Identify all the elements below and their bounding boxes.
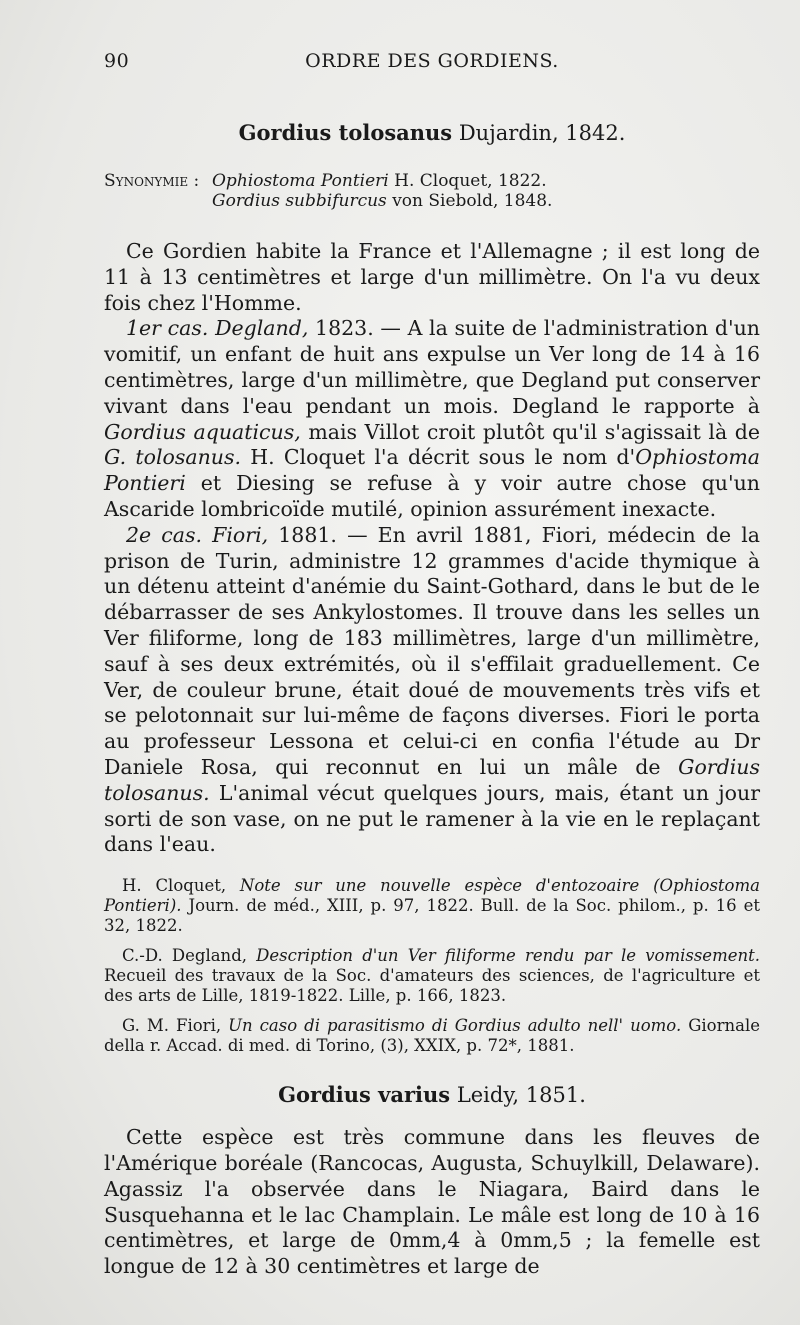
reference: C.-D. Degland, Description d'un Ver filiforme rendu par le vomissement. Recueil des travaux de la Soc. d'amateurs des sciences, de l'agriculture et des arts de Lille, 1819-1822. Lille, p. 166, 1823. bbox=[104, 946, 760, 1006]
running-head bbox=[104, 50, 760, 72]
synonym-author: H. Cloquet, 1822. bbox=[394, 171, 547, 191]
synonymy-block bbox=[104, 171, 760, 211]
page-number: 90 bbox=[104, 50, 130, 72]
reference: G. M. Fiori, Un caso di parasitismo di Gordius adulto nell' uomo. Giornale della r. Accad. di med. di Torino, (3), XXIX, p. 72*, 1881. bbox=[104, 1016, 761, 1056]
paragraph-case-1: 1er cas. Degland, 1823. — A la suite de l'administration d'un vomitif, un enfant de huit ans expulse un Ver long de 14 à 16 centimètres, large d'un millimètre, que Degland put conserver vivant dans l'eau pendant un mois. Degland le rapporte à Gordius aquaticus, mais Villot croit plutôt qu'il s'agissait là de G. tolosanus. H. Cloquet l'a décrit sous le nom d'Ophiostoma Pontieri et Diesing se refuse à y voir autre chose qu'un Ascaride lombricoïde mutilé, opinion assurément inexacte. bbox=[104, 316, 760, 521]
synonym-author: von Siebold, 1848. bbox=[392, 191, 553, 211]
species-name: Gordius tolosanus bbox=[238, 120, 453, 145]
reference: H. Cloquet, Note sur une nouvelle espèce d'entozoaire (Ophiostoma Pontieri). Journ. de méd., XIII, p. 97, 1822. Bull. de la Soc. philom., p. 16 et 32, 1822. bbox=[104, 876, 760, 936]
references bbox=[104, 876, 760, 1056]
species-name: Gordius varius bbox=[278, 1082, 451, 1108]
species-author: Leidy, 1851. bbox=[456, 1083, 586, 1108]
paragraph: Cette espèce est très commune dans les fleuves de l'Amérique boréale (Rancocas, Augusta, Schuylkill, Delaware). Agassiz l'a observée dans le Niagara, Baird dans le Susquehanna et le lac Champlain. Le mâle est long de 10 à 16 centimètres, et large de 0mm,4 à 0mm,5 ; la femelle est longue de 12 à 30 centimètres et large de bbox=[104, 1125, 760, 1279]
paragraph: Ce Gordien habite la France et l'Allemagne ; il est long de 11 à 13 centimètres et large d'un millimètre. On l'a vu deux fois chez l'Homme. bbox=[104, 239, 760, 315]
species-heading-varius bbox=[104, 1082, 760, 1107]
synonym-name: Gordius subbifurcus bbox=[212, 191, 387, 211]
paragraph-case-2: 2e cas. Fiori, 1881. — En avril 1881, Fiori, médecin de la prison de Turin, administre 12 grammes d'acide thymique à un détenu atteint d'anémie du Saint-Gothard, dans le but de le débarrasser de ses Ankylostomes. Il trouve dans les selles un Ver filiforme, long de 183 millimètres, large d'un millimètre, sauf à ses deux extrémités, où il s'effilait graduellement. Ce Ver, de couleur brune, était doué de mouvements très vifs et se pelotonnait sur lui-même de façons diverses. Fiori le porta au professeur Lessona et celui-ci en confia l'étude au Dr Daniele Rosa, qui reconnut en lui un mâle de Gordius tolosanus. L'animal vécut quelques jours, mais, étant un jour sorti de son vase, on ne put le ramener à la vie en le replaçant dans l'eau. bbox=[104, 522, 760, 857]
synonymy-label: Synonymie : bbox=[104, 171, 200, 191]
running-title: ORDRE DES GORDIENS. bbox=[305, 50, 559, 72]
species-author: Dujardin, 1842. bbox=[458, 121, 626, 145]
synonym-name: Ophiostoma Pontieri bbox=[212, 171, 389, 191]
species-heading-tolosanus bbox=[104, 120, 760, 145]
